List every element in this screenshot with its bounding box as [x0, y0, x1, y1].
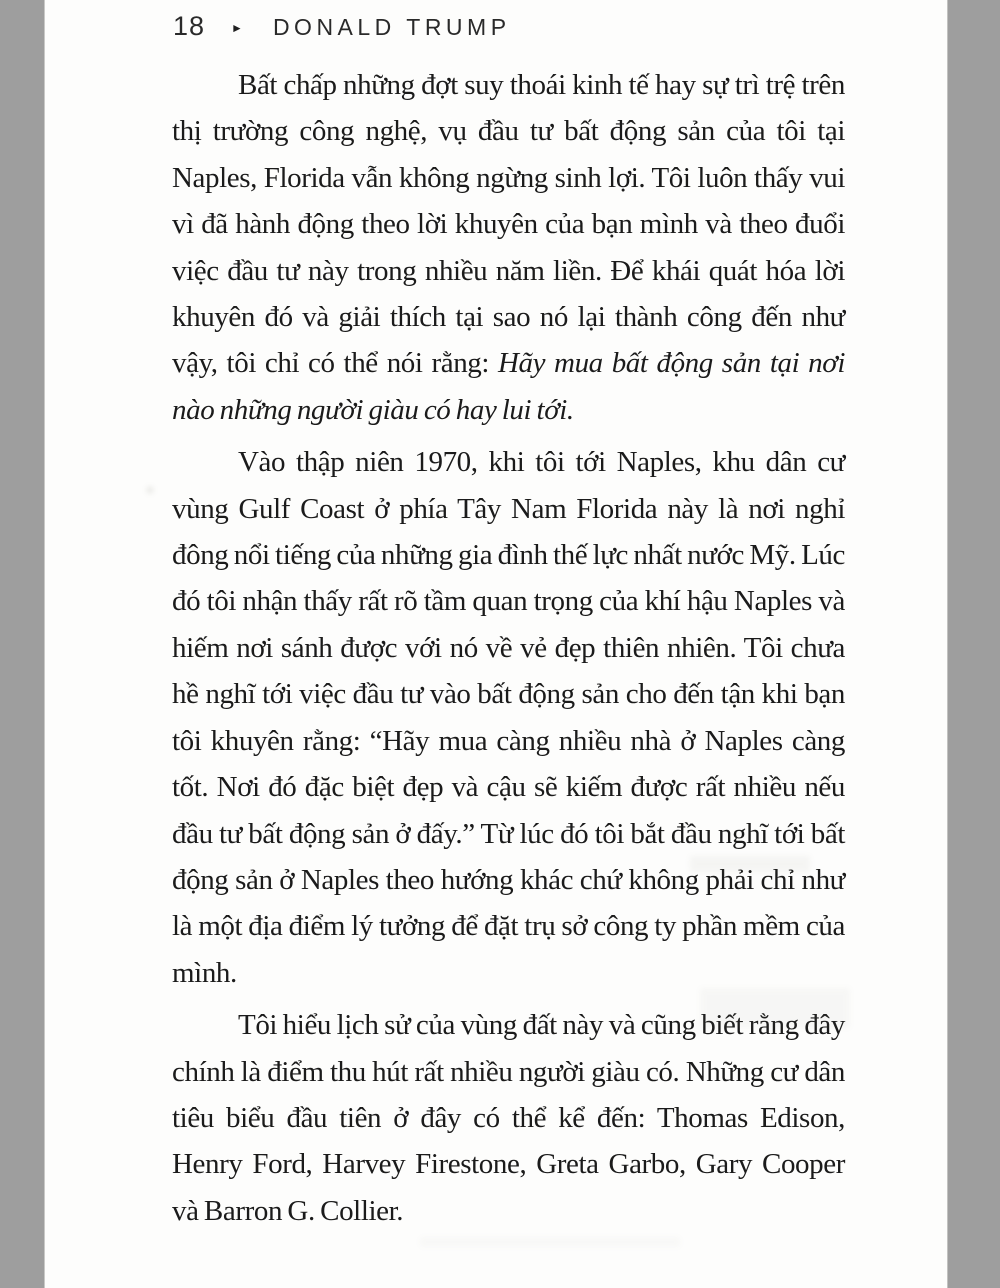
page-number: 18: [173, 11, 206, 41]
paragraph: [172, 439, 845, 996]
scan-artifact: [147, 487, 153, 493]
italic-text-segment: Hãy mua bất động sản tại nơi nào những người giàu có hay lui tới.: [172, 347, 845, 426]
paragraph: [172, 62, 845, 433]
text-segment: Bất chấp những đợt suy thoái kinh tế hay sự trì trệ trên thị trường công nghệ, vụ đầu tư bất động sản của tôi tại Naples, Florida vẫn không ngừng sinh lợi. Tôi luôn thấy vui vì đã hành động theo lời khuyên của bạn mình và theo đuổi việc đầu tư này trong nhiều năm liền. Để khái quát hóa lời khuyên đó và giải thích tại sao nó lại thành công đến như vậy, tôi chỉ có thể nói rằng:: [172, 69, 845, 380]
page-body-text: [172, 62, 845, 1234]
page-header: [173, 11, 511, 42]
arrow-icon: ►: [231, 20, 243, 35]
scan-margin-left: [0, 0, 45, 1288]
scan-margin-right: [947, 0, 1000, 1288]
scan-artifact: [420, 1237, 680, 1247]
running-title: DONALD TRUMP: [272, 13, 511, 40]
paragraph: [172, 1002, 845, 1234]
text-segment: Tôi hiểu lịch sử của vùng đất này và cũng biết rằng đây chính là điểm thu hút rất nhiều người giàu có. Những cư dân tiêu biểu đầu tiên ở đây có thể kể đến: Thomas Edison, Henry Ford, Harvey Firestone, Greta Garbo, Gary Cooper và Barron G. Collier.: [172, 1009, 845, 1227]
text-segment: Vào thập niên 1970, khi tôi tới Naples, khu dân cư vùng Gulf Coast ở phía Tây Nam Florida này là nơi nghỉ đông nổi tiếng của những gia đình thế lực nhất nước Mỹ. Lúc đó tôi nhận thấy rất rõ tầm quan trọng của khí hậu Naples và hiếm nơi sánh được với nó về vẻ đẹp thiên nhiên. Tôi chưa hề nghĩ tới việc đầu tư vào bất động sản cho đến tận khi bạn tôi khuyên rằng: “Hãy mua càng nhiều nhà ở Naples càng tốt. Nơi đó đặc biệt đẹp và cậu sẽ kiếm được rất nhiều nếu đầu tư bất động sản ở đấy.” Từ lúc đó tôi bắt đầu nghĩ tới bất động sản ở Naples theo hướng khác chứ không phải chỉ như là một địa điểm lý tưởng để đặt trụ sở công ty phần mềm của mình.: [172, 446, 845, 989]
